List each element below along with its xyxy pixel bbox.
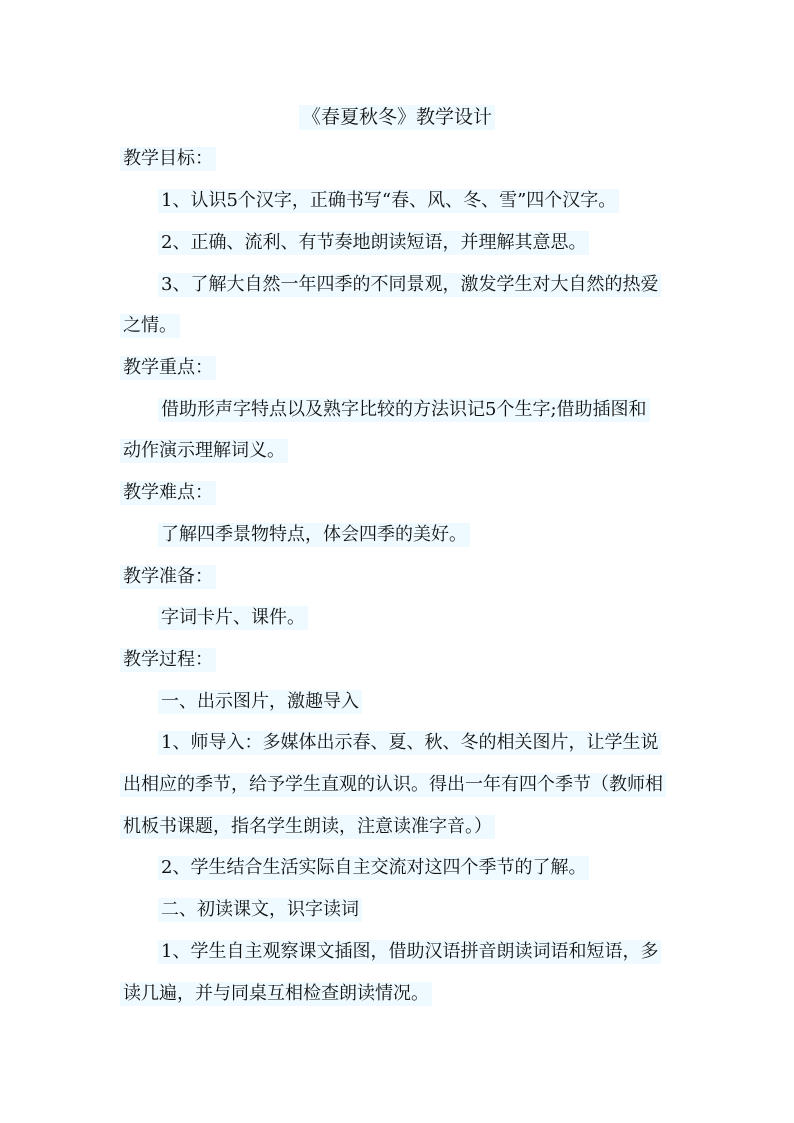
preparation-text: 字词卡片、课件。 bbox=[158, 604, 718, 632]
section-heading-preparation: 教学准备： bbox=[120, 563, 680, 591]
objective-item-3: 3、了解大自然一年四季的不同景观，激发学生对大自然的热爱 bbox=[158, 271, 718, 299]
key-points-text: 借助形声字特点以及熟字比较的方法识记5个生字;借助插图和 bbox=[158, 396, 718, 424]
process-step-1-heading: 一、出示图片，激趣导入 bbox=[158, 688, 718, 716]
section-heading-objectives: 教学目标： bbox=[120, 145, 680, 173]
document-title bbox=[0, 103, 794, 131]
process-step-1-item-1-continued-2: 机板书课题，指名学生朗读，注意读准字音。） bbox=[120, 813, 680, 841]
difficulties-text: 了解四季景物特点，体会四季的美好。 bbox=[158, 521, 718, 549]
document-title-text: 《春夏秋冬》教学设计 bbox=[299, 105, 495, 130]
section-heading-difficulties: 教学难点： bbox=[120, 479, 680, 507]
objective-item-3-continued: 之情。 bbox=[120, 312, 680, 340]
process-step-1-item-1: 1、师导入：多媒体出示春、夏、秋、冬的相关图片，让学生说 bbox=[158, 729, 718, 757]
process-step-2-item-1: 1、学生自主观察课文插图，借助汉语拼音朗读词语和短语，多 bbox=[158, 938, 718, 966]
objective-item-2: 2、正确、流利、有节奏地朗读短语，并理解其意思。 bbox=[158, 229, 718, 257]
section-heading-process: 教学过程： bbox=[120, 646, 680, 674]
objective-item-1: 1、认识5个汉字，正确书写“春、风、冬、雪”四个汉字。 bbox=[158, 187, 718, 215]
process-step-2-item-1-continued: 读几遍，并与同桌互相检查朗读情况。 bbox=[120, 980, 680, 1008]
section-heading-key-points: 教学重点： bbox=[120, 354, 680, 382]
key-points-text-continued: 动作演示理解词义。 bbox=[120, 437, 680, 465]
process-step-1-item-2: 2、学生结合生活实际自主交流对这四个季节的了解。 bbox=[158, 854, 718, 882]
process-step-2-heading: 二、初读课文，识字读词 bbox=[158, 896, 718, 924]
process-step-1-item-1-continued: 出相应的季节，给予学生直观的认识。得出一年有四个季节（教师相 bbox=[120, 771, 680, 799]
